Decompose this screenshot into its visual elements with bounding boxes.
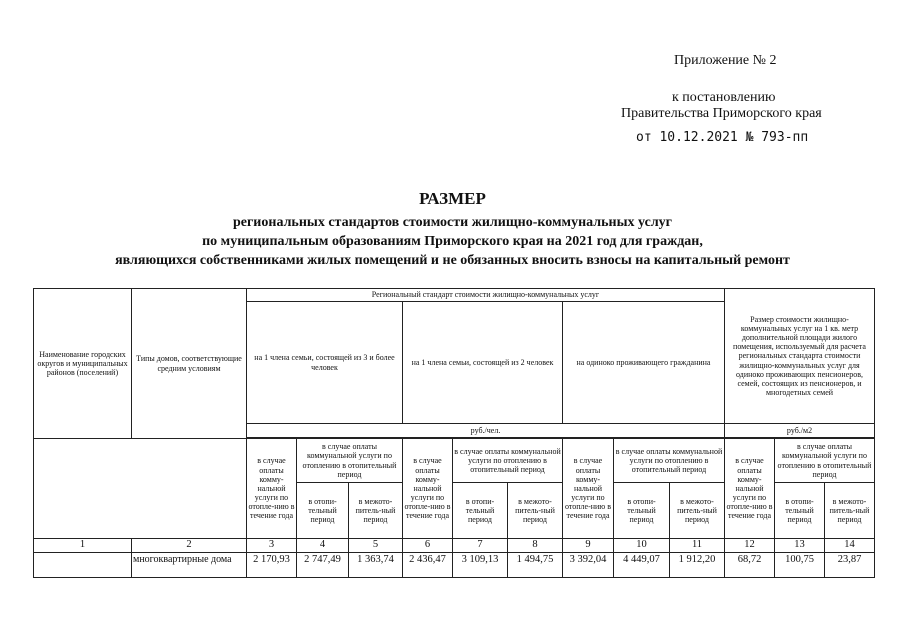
header-heating-period-single: в случае оплаты коммунальной услуги по отоплению в отопительный период bbox=[614, 439, 725, 483]
value-cell: 1 912,20 bbox=[670, 553, 725, 578]
value-cell: 3 392,04 bbox=[563, 553, 614, 578]
header-house-types: Типы домов, соответствующие средним условиям bbox=[132, 289, 247, 439]
column-number-row bbox=[34, 539, 875, 553]
value-cell: 68,72 bbox=[725, 553, 775, 578]
value-cell: 3 109,13 bbox=[453, 553, 508, 578]
column-number: 14 bbox=[825, 539, 875, 553]
header-group-single: на одиноко проживающего гражданина bbox=[563, 302, 725, 424]
column-number: 12 bbox=[725, 539, 775, 553]
header-unit-m2: руб./м2 bbox=[725, 424, 875, 438]
title-line-2: по муниципальным образованиям Приморского края на 2021 год для граждан, bbox=[202, 234, 703, 249]
value-cell: 1 494,75 bbox=[508, 553, 563, 578]
column-number: 10 bbox=[614, 539, 670, 553]
column-number: 9 bbox=[563, 539, 614, 553]
title-line-1: региональных стандартов стоимости жилищно-коммунальных услуг bbox=[232, 215, 673, 230]
column-number: 5 bbox=[349, 539, 403, 553]
header-between-heating-m2: в межото-питель-ный период bbox=[825, 483, 875, 539]
header-heating-period-3plus: в случае оплаты коммунальной услуги по отоплению в отопительный период bbox=[297, 439, 403, 483]
standards-table bbox=[33, 288, 875, 578]
header-between-heating-2: в межото-питель-ный период bbox=[508, 483, 563, 539]
header-between-heating-single: в межото-питель-ный период bbox=[670, 483, 725, 539]
header-no-heating-m2: в случае оплаты комму-нальной услуги по отопле-нию в течение года bbox=[725, 439, 775, 539]
value-cell: 2 170,93 bbox=[247, 553, 297, 578]
header-heating-period-m2: в случае оплаты коммунальной услуги по отоплению в отопительный период bbox=[775, 439, 875, 483]
header-extra-area: Размер стоимости жилищно-коммунальных услуг на 1 кв. метр дополнительной площади жилого помещения, используемый для расчета региональных стандарта стоимости жилищно-коммунальных услуг для одиноко проживающих пенсионеров, семей, состоящих из пенсионеров, и многодетных семей bbox=[725, 289, 875, 424]
appendix-label: Приложение № 2 bbox=[674, 53, 777, 68]
header-group-3plus: на 1 члена семьи, состоящей из 3 и более человек bbox=[247, 302, 403, 424]
value-cell: 23,87 bbox=[825, 553, 875, 578]
header-in-heating-3plus: в отопи-тельный период bbox=[297, 483, 349, 539]
value-cell: 1 363,74 bbox=[349, 553, 403, 578]
column-number: 4 bbox=[297, 539, 349, 553]
column-number: 8 bbox=[508, 539, 563, 553]
house-type-cell: многоквартирные дома bbox=[132, 553, 247, 578]
municipality-cell bbox=[34, 553, 132, 578]
table-row bbox=[34, 553, 875, 578]
value-cell: 2 747,49 bbox=[297, 553, 349, 578]
column-number: 7 bbox=[453, 539, 508, 553]
column-number: 11 bbox=[670, 539, 725, 553]
header-between-heating-3plus: в межото-питель-ный период bbox=[349, 483, 403, 539]
value-cell: 4 449,07 bbox=[614, 553, 670, 578]
header-unit-person: руб./чел. bbox=[247, 424, 725, 438]
header-group-2: на 1 члена семьи, состоящей из 2 человек bbox=[403, 302, 563, 424]
header-in-heating-m2: в отопи-тельный период bbox=[775, 483, 825, 539]
column-number: 2 bbox=[132, 539, 247, 553]
header-no-heating-single: в случае оплаты комму-нальной услуги по отопле-нию в течение года bbox=[563, 439, 614, 539]
column-number: 13 bbox=[775, 539, 825, 553]
decree-label: к постановлению bbox=[672, 90, 776, 105]
header-no-heating-3plus: в случае оплаты комму-нальной услуги по отопле-нию в течение года bbox=[247, 439, 297, 539]
column-number: 1 bbox=[34, 539, 132, 553]
value-cell: 2 436,47 bbox=[403, 553, 453, 578]
header-municipality: Наименование городских округов и муниципальных районов (поселений) bbox=[34, 289, 132, 439]
government-label: Правительства Приморского края bbox=[621, 106, 822, 121]
column-number: 3 bbox=[247, 539, 297, 553]
decree-date-number: от 10.12.2021 № 793-пп bbox=[636, 130, 809, 145]
header-in-heating-2: в отопи-тельный период bbox=[453, 483, 508, 539]
document-title: РАЗМЕР bbox=[419, 189, 486, 208]
value-cell: 100,75 bbox=[775, 553, 825, 578]
header-no-heating-2: в случае оплаты комму-нальной услуги по отопле-нию в течение года bbox=[403, 439, 453, 539]
title-line-3: являющихся собственниками жилых помещений и не обязанных вносить взносы на капитальный ремонт bbox=[115, 253, 790, 268]
header-heating-period-2: в случае оплаты коммунальной услуги по отоплению в отопительный период bbox=[453, 439, 563, 483]
column-number: 6 bbox=[403, 539, 453, 553]
header-in-heating-single: в отопи-тельный период bbox=[614, 483, 670, 539]
header-regional-standard: Региональный стандарт стоимости жилищно-коммунальных услуг bbox=[247, 289, 725, 302]
